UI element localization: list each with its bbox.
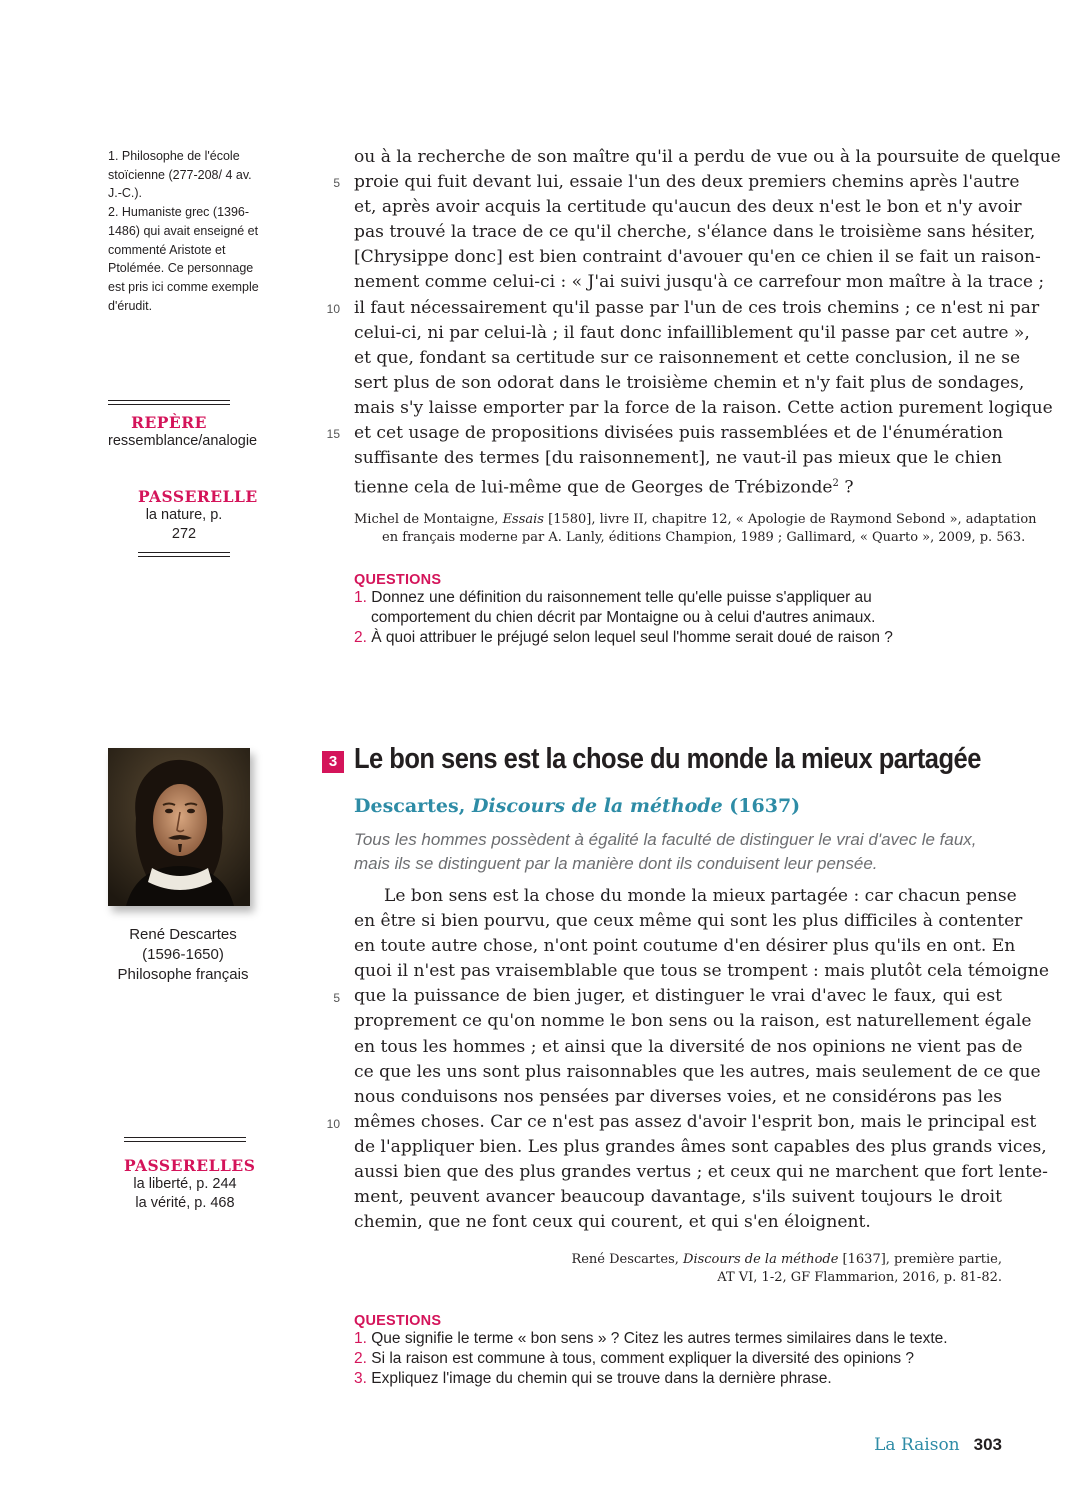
text-segment: tienne cela de lui-même que de Georges de Trébizonde [354, 477, 833, 498]
montaigne-excerpt [354, 145, 1061, 498]
citation-line [354, 511, 1037, 529]
text-line: en toute autre chose, n'ont point coutume d'en désirer plus qu'ils en ont. En [354, 936, 1016, 957]
citation-text: René Descartes, [571, 1252, 684, 1267]
text-line: de l'appliquer bien. Les plus grandes âmes sont capables des plus grands vices, [354, 1136, 1047, 1157]
question-item [354, 628, 1014, 648]
question-text: Donnez une définition du raisonnement telle qu'elle puisse s'appliquer au [371, 589, 872, 606]
text-line: pas trouvé la trace de ce qu'il cherche, s'élance dans le troisième sans hésiter, [354, 222, 1036, 243]
page-footer [874, 1435, 1002, 1455]
question-number: 2. [354, 1350, 367, 1367]
line-number: 5 [333, 991, 340, 1005]
question-number: 3. [354, 1370, 367, 1387]
text-segment: ? [844, 477, 854, 498]
repere-text: ressemblance/analogie [108, 433, 258, 449]
text-line: nement comme celui-ci : « J'ai suivi jusqu'à ce carrefour mon maître à la trace ; [354, 272, 1045, 293]
text-line: ment, peuvent avancer beaucoup davantage, s'ils suivent toujours le droit [354, 1187, 1002, 1208]
passerelle-title: PASSERELLE [138, 487, 258, 506]
text-line: celui-ci, ni par celui-là ; il faut donc infailliblement qu'il passe par cet autre », [354, 322, 1030, 343]
divider [138, 552, 230, 557]
text-line: il faut nécessairement qu'il passe par l'un de ces trois chemins ; ce n'est ni par [354, 297, 1040, 318]
question-text: Que signifie le terme « bon sens » ? Citez les autres termes similaires dans le texte. [371, 1330, 948, 1347]
citation-line: en français moderne par A. Lanly, éditions Champion, 1989 ; Gallimard, « Quarto », 2009, p. 563. [382, 530, 1026, 545]
citation-text: [1637], première partie, [838, 1252, 1002, 1267]
questions-list [354, 588, 1014, 648]
citation-text: Michel de Montaigne, [354, 512, 503, 527]
question-item [354, 588, 1014, 608]
work-title: Discours de la méthode [471, 795, 723, 817]
page-number: 303 [973, 1435, 1002, 1454]
passerelles-title: PASSERELLES [124, 1156, 256, 1175]
work-year: (1637) [722, 795, 801, 817]
portrait-dates: (1596-1650) [142, 946, 224, 963]
questions-title: QUESTIONS [354, 572, 442, 588]
question-text: À quoi attribuer le préjugé selon lequel seul l'homme serait doué de raison ? [371, 629, 893, 646]
text-line: chemin, que ne font ceux qui courent, et qui s'en éloignent. [354, 1212, 871, 1233]
question-number: 1. [354, 589, 367, 606]
text-line: mêmes choses. Car ce n'est pas assez d'avoir l'esprit bon, mais le principal est [354, 1111, 1037, 1132]
line-number: 10 [326, 302, 340, 316]
question-item [354, 1349, 1014, 1369]
descartes-excerpt [354, 884, 1049, 1235]
footnote-2: 2. Humaniste grec (1396-1486) qui avait enseigné et commenté Aristote et Ptolémée. Ce personnage est pris ici comme exemple d'érudit. [108, 205, 259, 313]
repere-box [108, 400, 258, 451]
footer-section: La Raison [874, 1435, 960, 1455]
question-number: 2. [354, 629, 367, 646]
passerelle-text: la nature, p. 272 [145, 507, 223, 542]
passerelles-item: la liberté, p. 244 [133, 1176, 237, 1192]
question-item [354, 1329, 1014, 1349]
citation-line: AT VI, 1-2, GF Flammarion, 2016, p. 81-82. [717, 1270, 1002, 1285]
portrait-caption [108, 925, 258, 985]
question-text: Expliquez l'image du chemin qui se trouve dans la dernière phrase. [371, 1370, 832, 1387]
footnotes [108, 147, 268, 315]
text-line: suffisante des termes [du raisonnement], ne vaut-il pas mieux que le chien [354, 448, 1002, 469]
text-line: que la puissance de bien juger, et distinguer le vrai d'avec le faux, qui est [354, 986, 1002, 1007]
text-line: ce que les uns sont plus raisonnables que les autres, mais seulement de ce que [354, 1061, 1041, 1082]
author-name: Descartes, [354, 795, 472, 817]
passerelles-item: la vérité, p. 468 [135, 1195, 235, 1211]
divider [108, 400, 230, 405]
questions-1 [354, 572, 1014, 648]
repere-title: REPÈRE [131, 413, 207, 432]
footnote-mark: 2 [832, 478, 839, 490]
footnote-1: 1. Philosophe de l'école stoïcienne (277-208/ 4 av. J.-C.). [108, 149, 252, 201]
question-text: Si la raison est commune à tous, comment expliquer la diversité des opinions ? [371, 1350, 915, 1367]
text-line: ou à la recherche de son maître qu'il a perdu de vue ou à la poursuite de quelque [354, 147, 1061, 167]
text-line: proie qui fuit devant lui, essaie l'un des deux premiers chemins après l'autre [354, 172, 1020, 193]
citation-text: [1580], livre II, chapitre 12, « Apologie de Raymond Sebond », adaptation [543, 512, 1037, 527]
text-line: en tous les hommes ; et ainsi que la diversité de nos opinions ne vient pas de [354, 1036, 1023, 1057]
citation-title: Essais [502, 512, 544, 527]
section-author [354, 795, 800, 817]
descartes-portrait [108, 748, 250, 906]
passerelle-box [138, 479, 258, 557]
text-line: [Chrysippe donc] est bien contraint d'avouer qu'en ce chien il se fait un raison- [354, 247, 1041, 268]
portrait-role: Philosophe français [117, 966, 249, 983]
text-line: nous conduisons nos pensées par diverses voies, et ne considérons pas les [354, 1086, 1002, 1107]
text-line: et que, fondant sa certitude sur ce raisonnement et cette conclusion, il ne se [354, 347, 1021, 368]
text-line: Le bon sens est la chose du monde la mieux partagée : car chacun pense [384, 886, 1017, 906]
section-intro: Tous les hommes possèdent à égalité la faculté de distinguer le vrai d'avec le faux, mais ils se distinguent par la manière dont ils conduisent leur pensée. [354, 830, 977, 873]
text-line: mais s'y laisse emporter par la force de la raison. Cette action purement logique [354, 397, 1053, 418]
text-line: proprement ce qu'on nomme le bon sens ou la raison, est naturellement égale [354, 1011, 1032, 1032]
line-number: 10 [326, 1117, 340, 1131]
source-citation-1 [354, 511, 1037, 547]
questions-2 [354, 1313, 1014, 1389]
question-item [354, 1369, 1014, 1389]
portrait-icon [108, 748, 250, 906]
line-number: 15 [326, 427, 340, 441]
text-line: et cet usage de propositions divisées puis rassemblées et de l'énumération [354, 423, 1004, 444]
questions-title: QUESTIONS [354, 1313, 442, 1329]
text-line [354, 471, 1002, 496]
citation-line [354, 1251, 1002, 1269]
text-line: sert plus de son odorat dans le troisième chemin et n'y fait plus de sondages, [354, 372, 1025, 393]
portrait-name: René Descartes [129, 926, 237, 943]
section-number-badge: 3 [322, 751, 344, 773]
passerelles-box [124, 1137, 256, 1213]
source-citation-2 [354, 1251, 1002, 1287]
text-line: en être si bien pourvu, que ceux même qui sont les plus difficiles à contenter [354, 911, 1023, 932]
text-line: aussi bien que des plus grandes vertus ; et ceux qui ne marchent que fort lente- [354, 1162, 1048, 1183]
text-line: et, après avoir acquis la certitude qu'aucun des deux n'est le bon et n'y avoir [354, 197, 1022, 218]
section-title: Le bon sens est la chose du monde la mieux partagée [354, 743, 981, 775]
question-number: 1. [354, 1330, 367, 1347]
line-number: 5 [333, 176, 340, 190]
questions-list [354, 1329, 1014, 1389]
question-text: comportement du chien décrit par Montaigne ou à celui d'autres animaux. [371, 609, 876, 626]
citation-title: Discours de la méthode [683, 1252, 839, 1267]
divider [124, 1137, 246, 1142]
text-line: quoi il n'est pas vraisemblable que tous se trompent : mais plutôt cela témoigne [354, 961, 1049, 982]
question-item [354, 608, 1014, 628]
